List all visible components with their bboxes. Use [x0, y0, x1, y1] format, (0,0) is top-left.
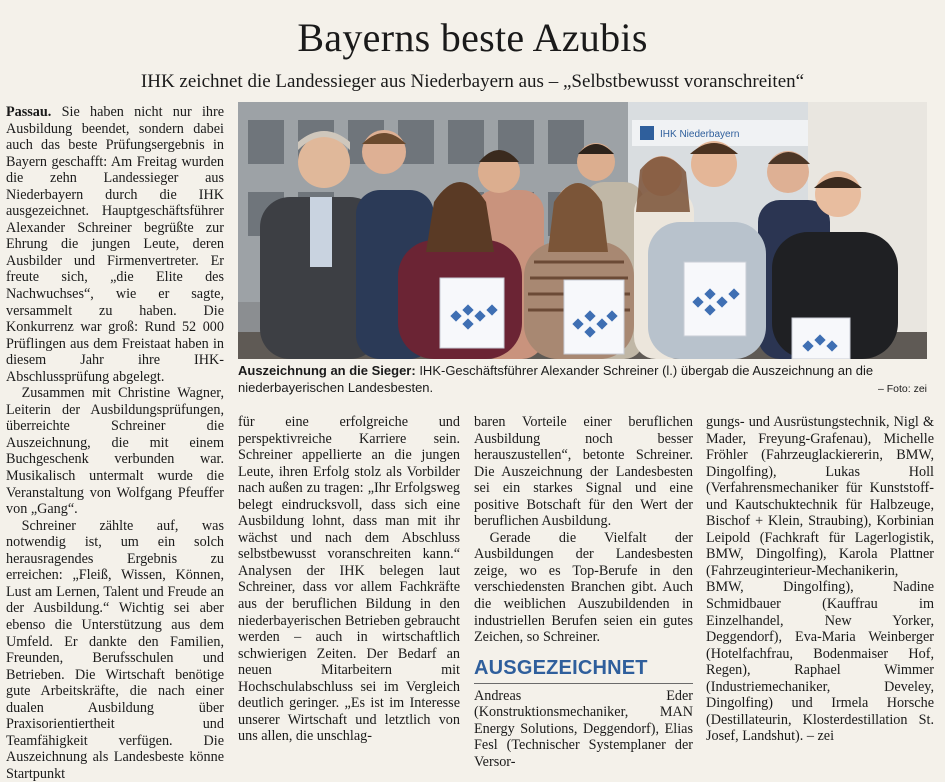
box-text: Andreas Eder (Konstruktionsmechaniker, MAN Energy Solutions, Deggendorf), Elias Fesl (Technischer Systemplaner der Versor- [474, 687, 693, 770]
photo-credit: – Foto: zei [877, 383, 927, 395]
subheadline: IHK zeichnet die Landessieger aus Niederbayern aus – „Selbstbewusst voranschreiten“ [140, 71, 805, 92]
article-column-4 [706, 414, 934, 772]
dateline: Passau. [6, 104, 52, 120]
paragraph: Gerade die Vielfalt der Ausbildungen der Landesbesten zeige, wo es Top-Berufe in den verschiedensten Branchen gibt. Auch die weiblichen Auszubildenden in industriellen Berufen seien ein gutes Zeichen, so Schreiner. [474, 529, 693, 646]
paragraph: baren Vorteile einer beruflichen Ausbildung noch besser herauszustellen“, betonte Schreiner. Die Auszeichnung der Landesbesten sei ein starkes Signal und eine positive Botschaft für den Wert der beruflichen Ausbildung. [474, 414, 693, 530]
paragraph-text: Sie haben nicht nur ihre Ausbildung beendet, sondern dabei auch das beste Prüfungsergebnis in Bayern geschafft: Am Freitag wurden die zehn Landessieger aus Niederbayern durch die IHK ausgezeichnet. Hauptgeschäftsführer Alexander Schreiner begrüßte zur Ehrung die jungen Leute, deren Ausbilder und Firmenvertreter. Er freute sich, „die Elite des Nachwuchses“, wie er sagte, versammelt zu haben. Die Konkurrenz war groß: Rund 52 000 Prüflingen aus dem Freistaat haben in diesem Jahr ihre IHK-Abschlussprüfung abgelegt. [6, 104, 225, 385]
article-column-3 [474, 414, 693, 772]
paragraph [6, 104, 224, 385]
photo-caption [238, 362, 927, 396]
paragraph: Zusammen mit Christine Wagner, Leiterin der Ausbildungsprüfungen, überreichte Schreiner die Auszeichnung, die mit einem Buchgeschenk verbunden war. Musikalisch untermalt wurde die Veranstaltung von Wolfgang Pfeuffer von „Gang“. [6, 385, 224, 518]
box-title: AUSGEZEICHNET [474, 656, 693, 684]
article-column-1 [6, 104, 225, 782]
headline: Bayerns beste Azubis [297, 15, 648, 60]
paragraph: Schreiner zählte auf, was notwendig ist, um ein solch herausragendes Ergebnis zu erreichen: „Fleiß, Wissen, Können, Lust am Lernen, Talent und Freude an der Ausbildung.“ Wichtig sei aber ebenso die Unterstützung aus dem Umfeld. Er dankte den Familien, Freunden, Berufsschulen und Betrieben. Die Wirtschaft benötige gute Arbeitskräfte, die nach einer dualen Ausbildung über Praxisorientiertheit und Teamfähigkeit verfügen. Die Auszeichnung als Landesbeste könne Startpunkt [6, 517, 224, 782]
article-column-2 [238, 414, 460, 772]
caption-lead: Auszeichnung an die Sieger: [238, 363, 416, 378]
group-photo-illustration [238, 102, 927, 359]
banner-text: IHK Niederbayern [660, 129, 740, 140]
caption-text: IHK-Geschäftsführer Alexander Schreiner (l.) übergab die Auszeichnung an die niederbayerischen Landesbesten. [238, 363, 874, 395]
box-text: gungs- und Ausrüstungstechnik, Nigl & Mader, Freyung-Grafenau), Michelle Fröhler (Fahrzeuglackiererin, BMW, Dingolfing), Lukas Holl (Verfahrensmechaniker für Kunststoff- und Kautschuktechnik für Halbzeuge, Bischof + Klein, Straubing), Korbinian Leipold (Fachkraft für Lagerlogistik, BMW, Dingolfing), Karola Plattner (Fahrzeuginterieur-Mechanikerin, BMW, Dingolfing), Nadine Schmidbauer (Kauffrau im Einzelhandel, New Yorker, Deggendorf), Eva-Maria Weinberger (Hotelfachfrau, Bodenmaiser Hof, Regen), Raphael Wimmer (Industriemechaniker, Develey, Dingolfing) und Irmela Horsche (Destillateurin, Klosterdestillation St. Josef, Landshut). – zei [706, 414, 934, 745]
photo [238, 102, 927, 359]
paragraph: für eine erfolgreiche und perspektivreiche Karriere sein. Schreiner appellierte an die jungen Leute, ihren Erfolg stolz als Vorbilder nach außen zu tragen: „Ihr Erfolgsweg belegt eindrucksvoll, dass sich eine Ausbildung lohnt, dass man mit ihr wächst und nach dem Abschluss selbstbewusst voranschreiten kann.“ Analysen der IHK belegen laut Schreiner, dass vor allem Fachkräfte aus der beruflichen Bildung in den niederbayerischen Betrieben gebraucht werden – auch in wirtschaftlich schwierigen Zeiten. Der Bedarf an neuen Mitarbeitern mit Hochschulabschluss sei im Vergleich deutlich geringer. „Es ist im Interesse unserer Wirtschaft und letztlich von uns allen, die unschlag- [238, 414, 460, 745]
